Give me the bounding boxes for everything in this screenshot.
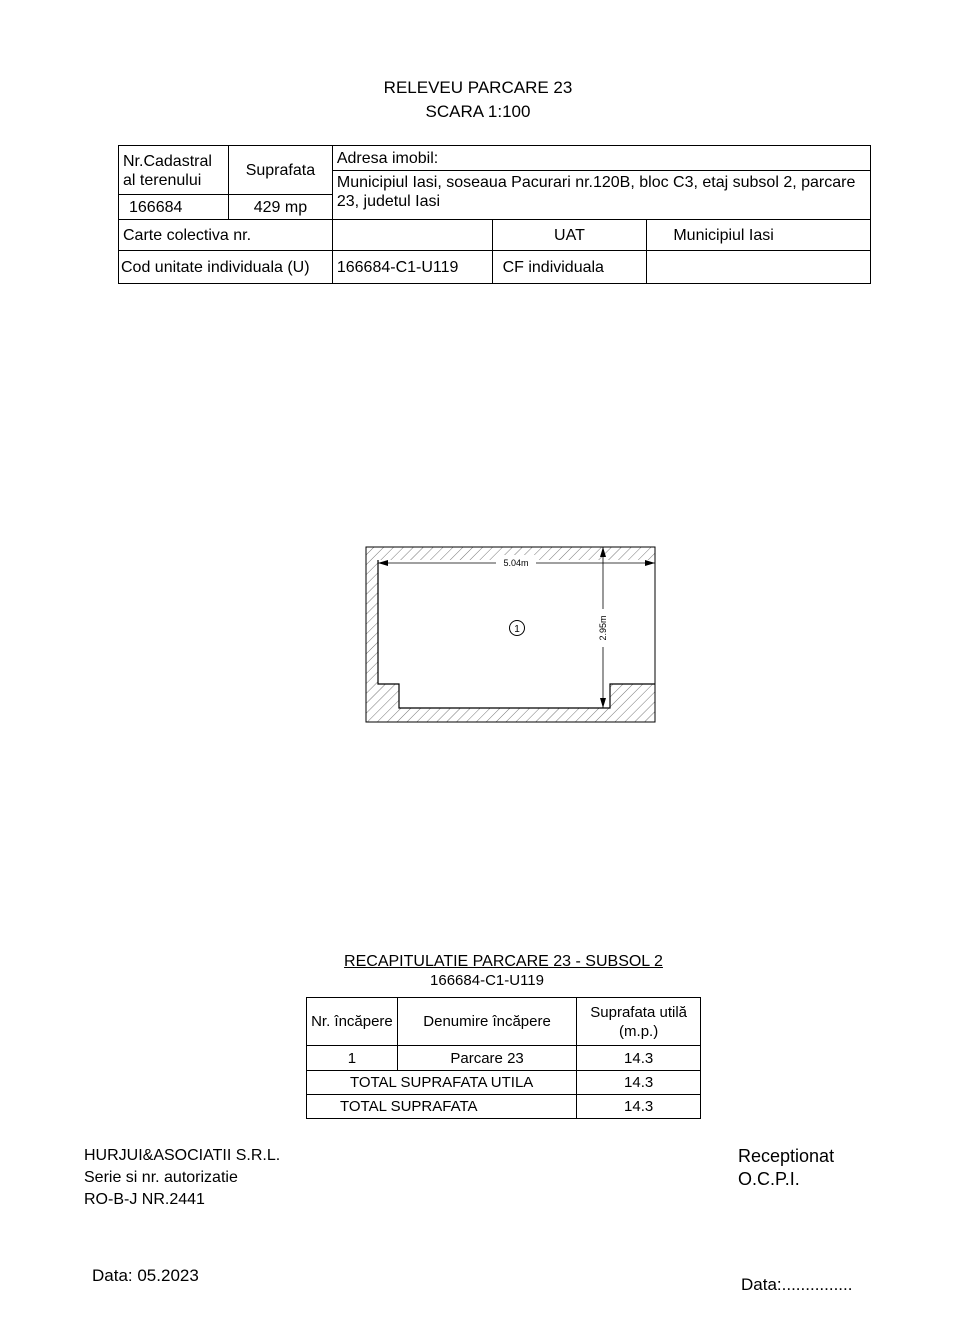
col-header-nr: Nr. încăpere bbox=[307, 998, 398, 1046]
nr-cadastral-label: Nr.Cadastral al terenului bbox=[119, 146, 229, 195]
suprafata-label: Suprafata bbox=[228, 146, 332, 195]
received-date-label: Data:............... bbox=[741, 1275, 853, 1294]
ocpi-label: O.C.P.I. bbox=[738, 1169, 800, 1189]
authorization-label: Serie si nr. autorizatie bbox=[84, 1169, 238, 1186]
col-header-denumire: Denumire încăpere bbox=[397, 998, 576, 1046]
table-row bbox=[307, 1046, 701, 1071]
row-denumire: Parcare 23 bbox=[397, 1046, 576, 1071]
cod-unitate-label: Cod unitate individuala (U) bbox=[119, 251, 333, 284]
cod-unitate-value: 166684-C1-U119 bbox=[332, 251, 492, 284]
suprafata-value: 429 mp bbox=[228, 195, 332, 220]
room-number: 1 bbox=[514, 624, 520, 635]
company-name: HURJUI&ASOCIATII S.R.L. bbox=[84, 1147, 281, 1164]
total-utila-value: 14.3 bbox=[577, 1071, 701, 1095]
width-label: 5.04m bbox=[503, 558, 529, 568]
recap-title: RECAPITULATIE PARCARE 23 - SUBSOL 2 bbox=[344, 953, 663, 970]
uat-value: Municipiul Iasi bbox=[647, 220, 871, 251]
received-label: Receptionat bbox=[738, 1146, 835, 1166]
authorization-value: RO-B-J NR.2441 bbox=[84, 1191, 205, 1208]
recap-code: 166684-C1-U119 bbox=[430, 972, 544, 989]
col-header-suprafata: Suprafata utilă (m.p.) bbox=[577, 998, 701, 1046]
uat-label: UAT bbox=[492, 220, 647, 251]
height-arrow-bottom bbox=[600, 698, 606, 708]
adresa-value: Municipiul Iasi, soseaua Pacurari nr.120B, bloc C3, etaj subsol 2, parcare 23, judetul Iasi bbox=[332, 171, 870, 220]
row-suprafata: 14.3 bbox=[577, 1046, 701, 1071]
total-utila-label: TOTAL SUPRAFATA UTILA bbox=[307, 1071, 577, 1095]
scale-label: SCARA 1:100 bbox=[425, 102, 531, 121]
total-label: TOTAL SUPRAFATA bbox=[307, 1095, 577, 1119]
width-arrow-left bbox=[378, 560, 388, 566]
height-label: 2.95m bbox=[598, 615, 608, 641]
width-arrow-right bbox=[645, 560, 655, 566]
row-nr: 1 bbox=[307, 1046, 398, 1071]
wall-hatch bbox=[366, 547, 655, 722]
nr-cadastral-value: 166684 bbox=[119, 195, 229, 220]
total-value: 14.3 bbox=[577, 1095, 701, 1119]
carte-colectiva-label: Carte colectiva nr. bbox=[119, 220, 333, 251]
date-label: Data: 05.2023 bbox=[92, 1266, 199, 1285]
page-title: RELEVEU PARCARE 23 bbox=[383, 78, 573, 97]
company-block bbox=[84, 1145, 280, 1211]
received-block bbox=[738, 1145, 834, 1191]
recap-table bbox=[306, 997, 701, 1119]
cf-label: CF individuala bbox=[492, 251, 647, 284]
adresa-label: Adresa imobil: bbox=[332, 146, 870, 171]
